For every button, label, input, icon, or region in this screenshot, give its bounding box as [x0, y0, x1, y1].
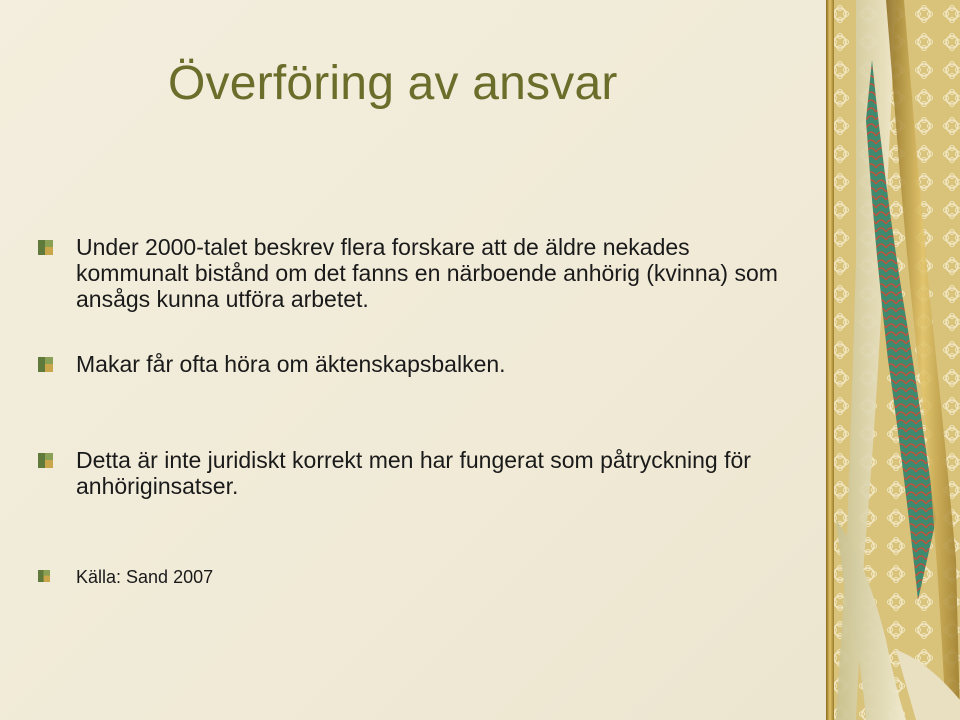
bullet-text: Makar får ofta höra om äktenskapsbalken. — [76, 351, 506, 377]
square-bullet-icon — [38, 453, 53, 468]
bullet-text: Detta är inte juridiskt korrekt men har fungerat som påtryckning för anhöriginsatser. — [76, 447, 751, 499]
source-text: Källa: Sand 2007 — [76, 567, 214, 587]
square-bullet-icon — [38, 240, 53, 255]
bullet-text: Under 2000-talet beskrev flera forskare att de äldre nekades kommunalt bistånd om det fanns en närboende anhörig (kvinna) som ansågs kunna utföra arbetet. — [76, 234, 778, 312]
square-bullet-icon — [38, 357, 53, 372]
slide-title: Överföring av ansvar — [168, 57, 618, 110]
floral-ribbon-decoration — [826, 0, 960, 720]
square-bullet-icon — [38, 570, 50, 582]
